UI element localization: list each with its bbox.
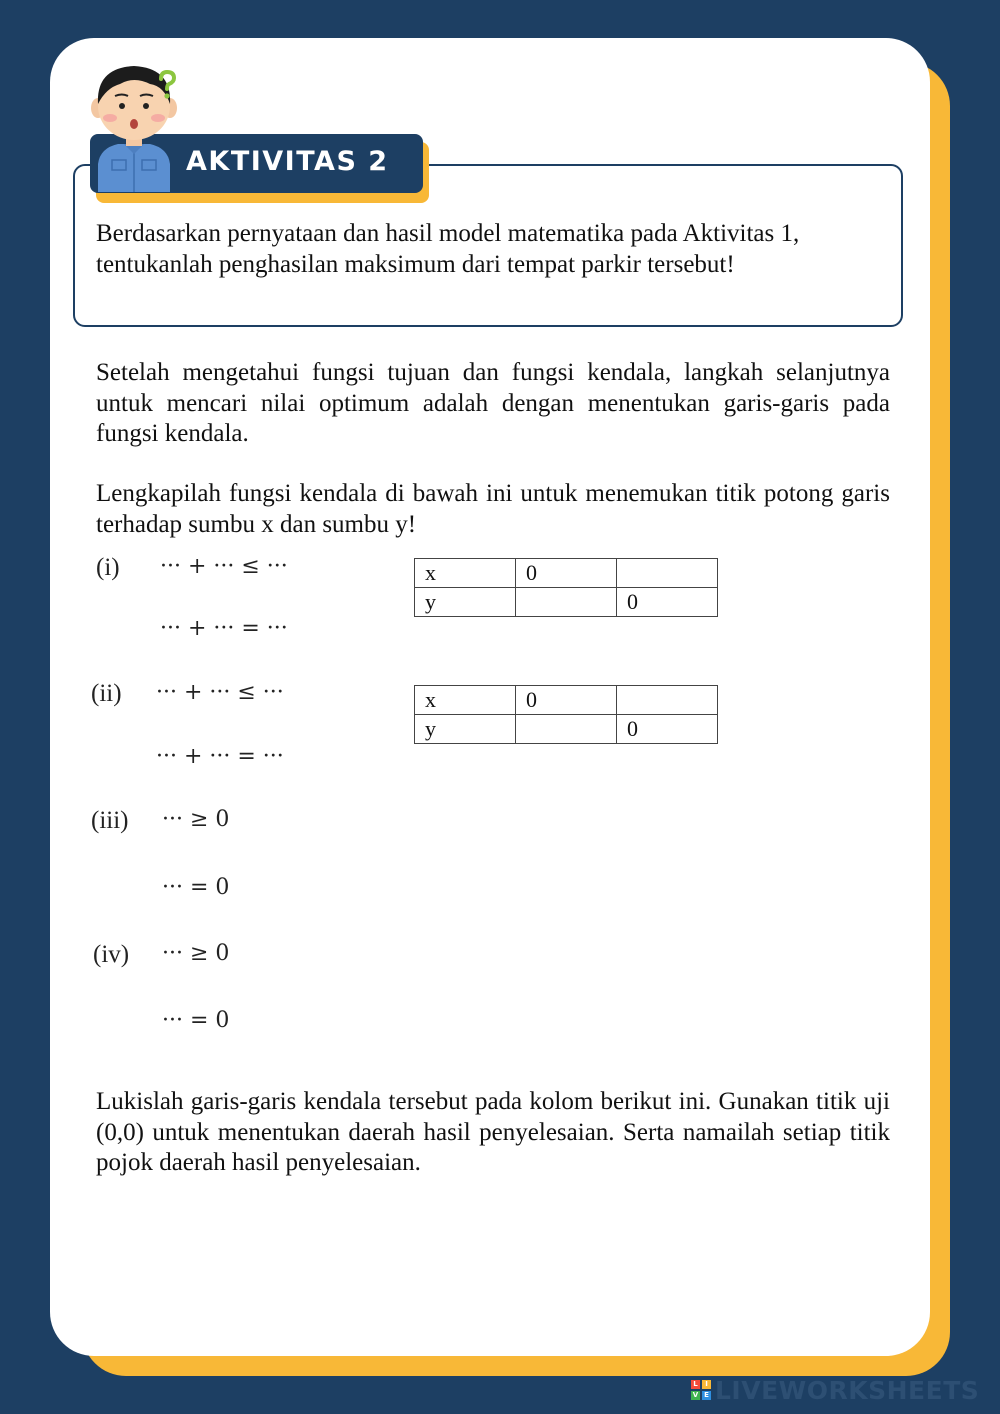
constraint-label-iii: (iii) — [91, 807, 129, 834]
closing-paragraph-text: Lukislah garis-garis kendala tersebut pada kolom berikut ini. Gunakan titik uji (0,0) untuk menentukan daerah hasil penyelesaian. Serta namailah setiap titik pojok daerah hasil penyelesaian. — [96, 1088, 890, 1176]
liveworksheets-watermark[interactable] — [691, 1375, 980, 1405]
constraint-inequality-iv: ··· ≥ 0 — [162, 941, 230, 966]
activity-instruction — [96, 219, 892, 280]
table-cell: 0 — [617, 715, 718, 744]
activity-line-1: Berdasarkan pernyataan dan hasil model matematika pada Aktivitas 1, — [96, 220, 800, 247]
table-cell: 0 — [617, 588, 718, 617]
answer-cell[interactable] — [516, 588, 617, 617]
logo-letter: L — [691, 1380, 700, 1389]
answer-cell[interactable] — [617, 559, 718, 588]
intro-paragraph-2 — [96, 479, 890, 540]
constraint-equation-iii: ··· = 0 — [162, 875, 230, 900]
intro-paragraph-2-text: Lengkapilah fungsi kendala di bawah ini untuk menemukan titik potong garis terhadap sumbu x dan sumbu y! — [96, 480, 890, 538]
liveworksheets-logo-icon — [691, 1380, 711, 1400]
table-cell: 0 — [516, 686, 617, 715]
constraint-inequality-i: ··· + ··· ≤ ··· — [160, 554, 288, 579]
answer-cell[interactable] — [617, 686, 718, 715]
table-row — [415, 588, 718, 617]
intercept-table-ii — [414, 685, 718, 744]
constraint-label-ii: (ii) — [91, 680, 122, 707]
table-row — [415, 686, 718, 715]
constraint-label-iv: (iv) — [93, 941, 130, 968]
logo-letter: V — [692, 1391, 699, 1399]
logo-letter: I — [702, 1380, 711, 1389]
closing-paragraph — [96, 1087, 890, 1179]
table-row — [415, 559, 718, 588]
activity-line-2: tentukanlah penghasilan maksimum dari tempat parkir tersebut! — [96, 250, 735, 278]
constraint-equation-iv: ··· = 0 — [162, 1008, 230, 1033]
activity-tag-label: AKTIVITAS 2 — [186, 146, 389, 177]
answer-cell[interactable] — [516, 715, 617, 744]
logo-letter: E — [702, 1391, 711, 1400]
constraint-equation-i: ··· + ··· = ··· — [160, 616, 288, 641]
constraint-label-i: (i) — [96, 554, 120, 581]
table-cell: y — [415, 588, 516, 617]
table-cell: 0 — [516, 559, 617, 588]
intro-paragraph-1-text: Setelah mengetahui fungsi tujuan dan fungsi kendala, langkah selanjutnya untuk mencari nilai optimum adalah dengan menentukan garis-garis pada fungsi kendala. — [96, 359, 890, 447]
table-cell: x — [415, 686, 516, 715]
intro-paragraph-1 — [96, 358, 890, 450]
liveworksheets-text: LIVEWORKSHEETS — [715, 1375, 980, 1405]
table-row — [415, 715, 718, 744]
intercept-table-i — [414, 558, 718, 617]
table-cell: x — [415, 559, 516, 588]
constraint-inequality-ii: ··· + ··· ≤ ··· — [156, 680, 284, 705]
constraint-inequality-iii: ··· ≥ 0 — [162, 807, 230, 832]
constraint-equation-ii: ··· + ··· = ··· — [156, 744, 284, 769]
table-cell: y — [415, 715, 516, 744]
question-mark-icon — [156, 70, 178, 100]
